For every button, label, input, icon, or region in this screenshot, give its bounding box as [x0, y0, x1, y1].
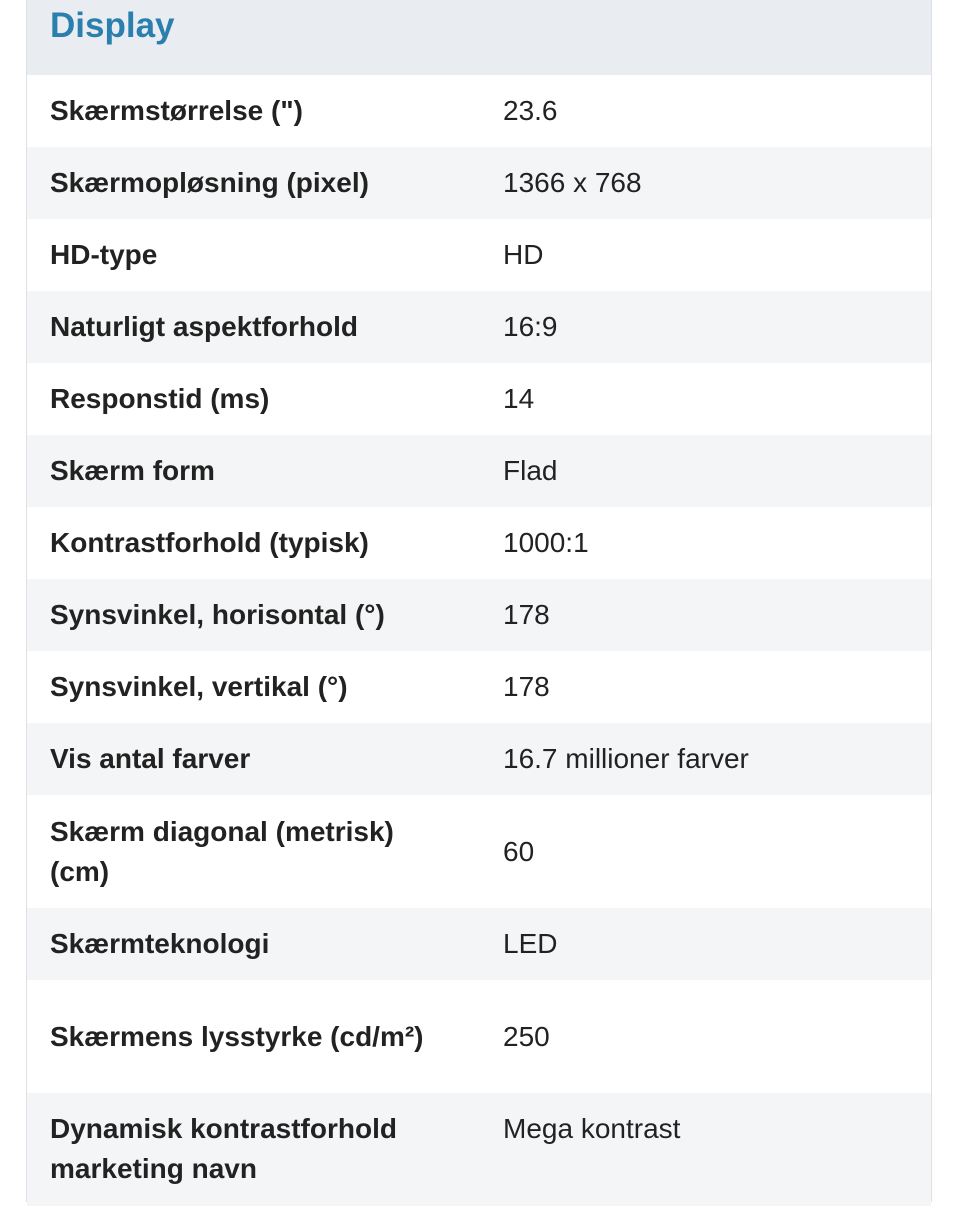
- spec-label: Skærmopløsning (pixel): [50, 167, 369, 198]
- spec-value: 1366 x 768: [503, 167, 642, 198]
- spec-label: Vis antal farver: [50, 743, 251, 774]
- spec-row-hd-type: [27, 219, 931, 291]
- spec-label: Synsvinkel, horisontal (°): [50, 599, 385, 630]
- spec-label: Skærmstørrelse ("): [50, 95, 303, 126]
- spec-row-screen-form: [27, 435, 931, 507]
- spec-value: 14: [503, 383, 535, 414]
- spec-label: Skærm form: [50, 455, 215, 486]
- spec-label: Skærmteknologi: [50, 928, 270, 959]
- spec-value: Flad: [503, 455, 558, 486]
- spec-value: 250: [503, 1020, 550, 1052]
- spec-row-colors: [27, 723, 931, 795]
- spec-row-dynamic-contrast-name: [27, 1093, 931, 1206]
- spec-row-resolution: [27, 147, 931, 219]
- spec-value: 178: [503, 599, 550, 630]
- spec-value: 1000:1: [503, 527, 589, 558]
- spec-value: 178: [503, 671, 550, 702]
- spec-row-contrast-ratio: [27, 507, 931, 579]
- spec-value: LED: [503, 928, 558, 959]
- spec-row-response-time: [27, 363, 931, 435]
- spec-value: 23.6: [503, 95, 558, 126]
- spec-label: HD-type: [50, 239, 158, 270]
- spec-label: Synsvinkel, vertikal (°): [50, 671, 348, 702]
- spec-row-viewing-angle-vertical: [27, 651, 931, 723]
- spec-value: 16.7 millioner farver: [503, 743, 749, 774]
- spec-label: Responstid (ms): [50, 383, 270, 414]
- spec-row-screen-size: [27, 75, 931, 147]
- spec-row-diagonal-metric: [27, 795, 931, 908]
- display-specs-panel: [26, 0, 932, 1202]
- spec-label: Naturligt aspektforhold: [50, 311, 359, 342]
- spec-row-viewing-angle-horizontal: [27, 579, 931, 651]
- specs-table: [27, 75, 931, 1206]
- spec-row-brightness: [27, 980, 931, 1093]
- spec-label: Skærm diagonal (metrisk) (cm): [50, 815, 394, 887]
- section-title: Display: [50, 6, 175, 45]
- spec-value: 60: [503, 835, 535, 867]
- spec-row-screen-technology: [27, 908, 931, 980]
- spec-value: HD: [503, 239, 544, 270]
- spec-row-aspect-ratio: [27, 291, 931, 363]
- spec-value: Mega kontrast: [503, 1113, 681, 1144]
- spec-value: 16:9: [503, 311, 558, 342]
- spec-label: Dynamisk kontrastforhold marketing navn: [50, 1113, 397, 1184]
- spec-label: Skærmens lysstyrke (cd/m²): [50, 1020, 424, 1052]
- spec-label: Kontrastforhold (typisk): [50, 527, 369, 558]
- section-header[interactable]: [27, 0, 931, 75]
